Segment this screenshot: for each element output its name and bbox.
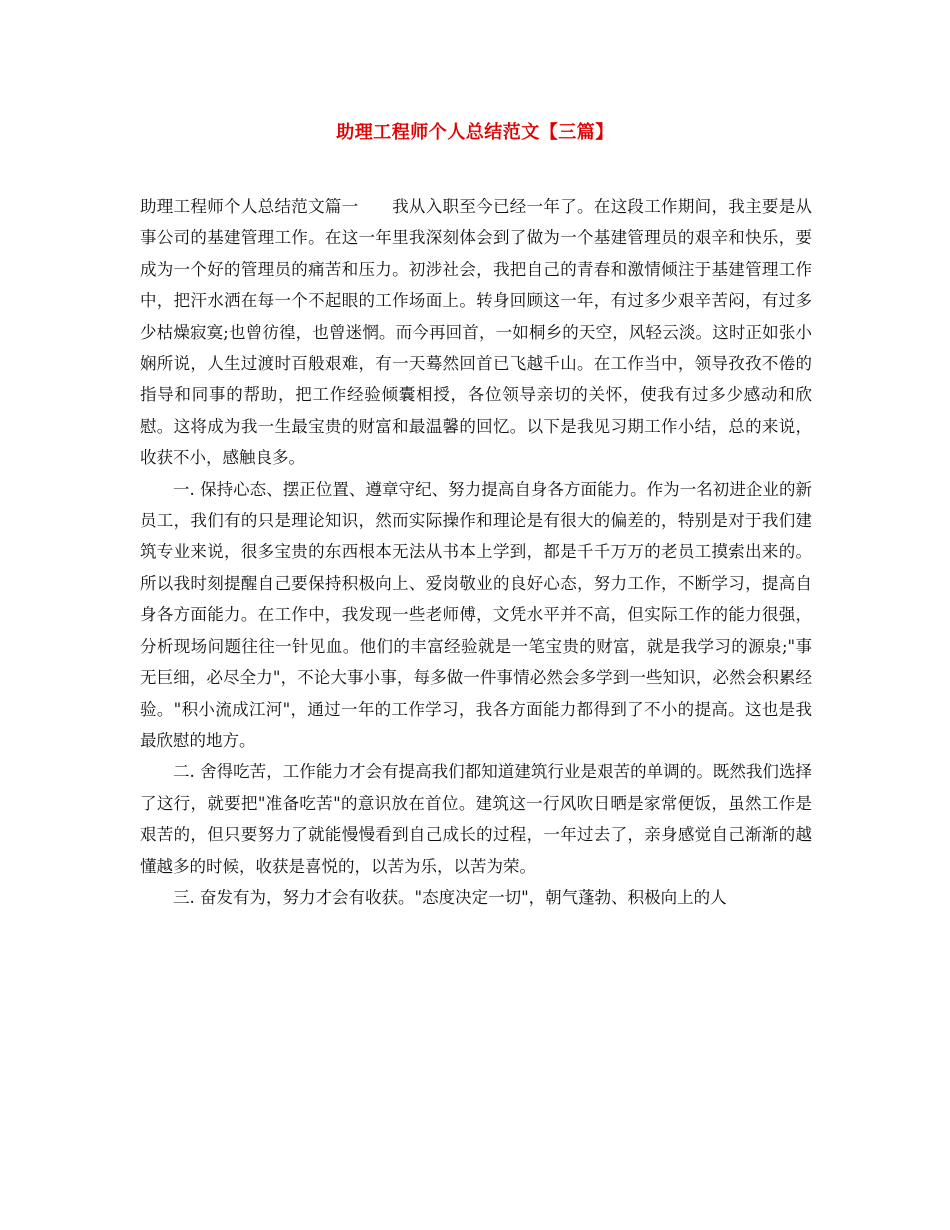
document-title: 助理工程师个人总结范文【三篇】 xyxy=(336,122,614,143)
paragraph-section-3: 三. 奋发有为，努力才会有收获。"态度决定一切"，朝气蓬勃、积极向上的人 xyxy=(173,887,727,907)
paragraph-section-2: 二. 舍得吃苦，工作能力才会有提高我们都知道建筑行业是艰苦的单调的。既然我们选择了这行，就要把"准备吃苦"的意识放在首位。建筑这一行风吹日晒是家常便饭，虽然工作是艰苦的，但只要努力了就能慢慢看到自己成长的过程，一年过去了，亲身感觉自己渐渐的越懂越多的时候，收获是喜悦的，以苦为乐，以苦为荣。 xyxy=(140,762,812,876)
paragraph-intro: 助理工程师个人总结范文篇一 我从入职至今已经一年了。在这段工作期间，我主要是从事公司的基建管理工作。在这一年里我深刻体会到了做为一个基建管理员的艰辛和快乐，要成为一个好的管理员的痛苦和压力。初涉社会，我把自己的青春和激情倾注于基建管理工作中，把汗水洒在每一个不起眼的工作场面上。转身回顾这一年，有过多少艰辛苦闷，有过多少枯燥寂寞;也曾彷徨，也曾迷惘。而今再回首，一如桐乡的天空，风轻云淡。这时正如张小娴所说，人生过渡时百般艰难，有一天蓦然回首已飞越千山。在工作当中，领导孜孜不倦的指导和同事的帮助，把工作经验倾囊相授，各位领导亲切的关怀，使我有过多少感动和欣慰。这将成为我一生最宝贵的财富和最温馨的回忆。以下是我见习期工作小结，总的来说，收获不小，感触良多。 xyxy=(140,197,812,468)
document-body xyxy=(140,191,812,913)
paragraph-section-1: 一. 保持心态、摆正位置、遵章守纪、努力提高自身各方面能力。作为一名初进企业的新员工，我们有的只是理论知识，然而实际操作和理论是有很大的偏差的，特别是对于我们建筑专业来说，很多宝贵的东西根本无法从书本上学到，都是千千万万的老员工摸索出来的。所以我时刻提醒自己要保持积极向上、爱岗敬业的良好心态，努力工作，不断学习，提高自身各方面能力。在工作中，我发现一些老师傅，文凭水平并不高，但实际工作的能力很强，分析现场问题往往一针见血。他们的丰富经验就是一笔宝贵的财富，就是我学习的源泉;"事无巨细，必尽全力"，不论大事小事，每多做一件事情必然会多学到一些知识，必然会积累经验。"积小流成江河"，通过一年的工作学习，我各方面能力都得到了不小的提高。这也是我最欣慰的地方。 xyxy=(140,479,812,750)
